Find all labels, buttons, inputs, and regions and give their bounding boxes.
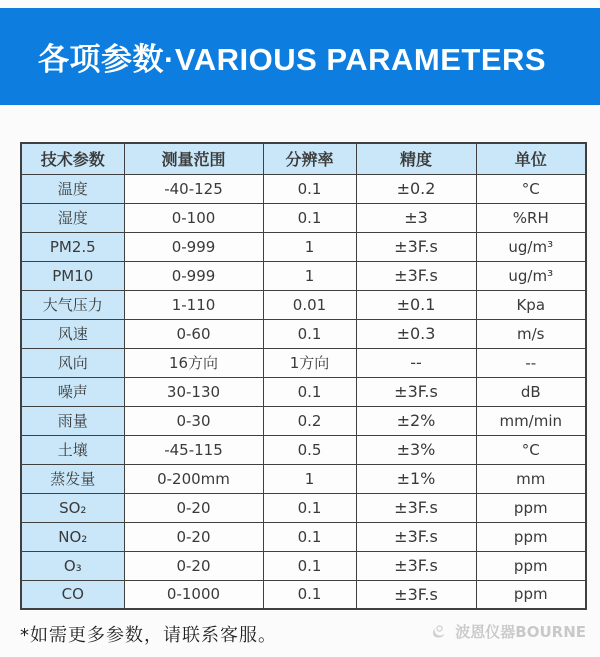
header-row bbox=[21, 143, 586, 174]
accuracy-cell: ±0.2 bbox=[356, 174, 476, 203]
resolution-cell: 0.1 bbox=[263, 493, 356, 522]
accuracy-cell: -- bbox=[356, 348, 476, 377]
unit-cell: ppm bbox=[476, 551, 586, 580]
table-row bbox=[21, 377, 586, 406]
param-cell: CO bbox=[21, 580, 124, 609]
param-cell: 风向 bbox=[21, 348, 124, 377]
accuracy-cell: ±0.1 bbox=[356, 290, 476, 319]
param-cell: NO₂ bbox=[21, 522, 124, 551]
unit-cell: ppm bbox=[476, 493, 586, 522]
unit-cell: mm/min bbox=[476, 406, 586, 435]
table-row bbox=[21, 319, 586, 348]
range-cell: 0-20 bbox=[124, 493, 263, 522]
table-row bbox=[21, 261, 586, 290]
range-cell: 0-1000 bbox=[124, 580, 263, 609]
watermark-text: 波恩仪器BOURNE bbox=[455, 623, 586, 641]
header-banner bbox=[0, 8, 600, 105]
resolution-cell: 1 bbox=[263, 464, 356, 493]
param-cell: PM10 bbox=[21, 261, 124, 290]
unit-cell: -- bbox=[476, 348, 586, 377]
table-row bbox=[21, 580, 586, 609]
unit-cell: ug/m³ bbox=[476, 232, 586, 261]
table-row bbox=[21, 203, 586, 232]
range-cell: 0-200mm bbox=[124, 464, 263, 493]
accuracy-cell: ±0.3 bbox=[356, 319, 476, 348]
param-cell: 噪声 bbox=[21, 377, 124, 406]
resolution-cell: 0.2 bbox=[263, 406, 356, 435]
range-cell: -45-115 bbox=[124, 435, 263, 464]
accuracy-cell: ±3 bbox=[356, 203, 476, 232]
range-cell: 0-999 bbox=[124, 261, 263, 290]
unit-cell: dB bbox=[476, 377, 586, 406]
resolution-cell: 1 bbox=[263, 261, 356, 290]
accuracy-cell: ±3F.s bbox=[356, 551, 476, 580]
watermark bbox=[431, 621, 586, 642]
param-cell: 大气压力 bbox=[21, 290, 124, 319]
parameters-table bbox=[20, 142, 587, 610]
parameters-table-wrap bbox=[20, 142, 587, 610]
table-row bbox=[21, 551, 586, 580]
unit-cell: °C bbox=[476, 174, 586, 203]
table-row bbox=[21, 174, 586, 203]
table-row bbox=[21, 464, 586, 493]
accuracy-cell: ±2% bbox=[356, 406, 476, 435]
range-cell: 0-100 bbox=[124, 203, 263, 232]
param-cell: O₃ bbox=[21, 551, 124, 580]
table-row bbox=[21, 348, 586, 377]
resolution-cell: 0.5 bbox=[263, 435, 356, 464]
column-header-unit: 单位 bbox=[476, 143, 586, 174]
column-header-range: 测量范围 bbox=[124, 143, 263, 174]
accuracy-cell: ±3F.s bbox=[356, 232, 476, 261]
resolution-cell: 0.1 bbox=[263, 377, 356, 406]
table-row bbox=[21, 406, 586, 435]
accuracy-cell: ±1% bbox=[356, 464, 476, 493]
unit-cell: ug/m³ bbox=[476, 261, 586, 290]
range-cell: 0-20 bbox=[124, 522, 263, 551]
resolution-cell: 0.01 bbox=[263, 290, 356, 319]
unit-cell: ppm bbox=[476, 522, 586, 551]
accuracy-cell: ±3F.s bbox=[356, 522, 476, 551]
resolution-cell: 1 bbox=[263, 232, 356, 261]
param-cell: PM2.5 bbox=[21, 232, 124, 261]
param-cell: 雨量 bbox=[21, 406, 124, 435]
accuracy-cell: ±3F.s bbox=[356, 580, 476, 609]
resolution-cell: 0.1 bbox=[263, 319, 356, 348]
range-cell: 16方向 bbox=[124, 348, 263, 377]
table-body bbox=[21, 174, 586, 609]
page-title: 各项参数·VARIOUS PARAMETERS bbox=[38, 42, 547, 77]
param-cell: 蒸发量 bbox=[21, 464, 124, 493]
table-row bbox=[21, 232, 586, 261]
range-cell: 0-20 bbox=[124, 551, 263, 580]
param-cell: 土壤 bbox=[21, 435, 124, 464]
range-cell: 0-60 bbox=[124, 319, 263, 348]
accuracy-cell: ±3% bbox=[356, 435, 476, 464]
table-row bbox=[21, 290, 586, 319]
param-cell: 风速 bbox=[21, 319, 124, 348]
accuracy-cell: ±3F.s bbox=[356, 261, 476, 290]
column-header-parameter: 技术参数 bbox=[21, 143, 124, 174]
accuracy-cell: ±3F.s bbox=[356, 377, 476, 406]
range-cell: 30-130 bbox=[124, 377, 263, 406]
unit-cell: %RH bbox=[476, 203, 586, 232]
unit-cell: °C bbox=[476, 435, 586, 464]
table-row bbox=[21, 522, 586, 551]
unit-cell: Kpa bbox=[476, 290, 586, 319]
footnote: *如需更多参数，请联系客服。 bbox=[20, 625, 277, 646]
range-cell: 1-110 bbox=[124, 290, 263, 319]
accuracy-cell: ±3F.s bbox=[356, 493, 476, 522]
resolution-cell: 0.1 bbox=[263, 551, 356, 580]
range-cell: -40-125 bbox=[124, 174, 263, 203]
resolution-cell: 0.1 bbox=[263, 522, 356, 551]
resolution-cell: 0.1 bbox=[263, 203, 356, 232]
bourne-logo-icon bbox=[431, 623, 451, 640]
range-cell: 0-999 bbox=[124, 232, 263, 261]
param-cell: SO₂ bbox=[21, 493, 124, 522]
param-cell: 湿度 bbox=[21, 203, 124, 232]
resolution-cell: 0.1 bbox=[263, 580, 356, 609]
range-cell: 0-30 bbox=[124, 406, 263, 435]
unit-cell: mm bbox=[476, 464, 586, 493]
unit-cell: ppm bbox=[476, 580, 586, 609]
table-row bbox=[21, 493, 586, 522]
resolution-cell: 0.1 bbox=[263, 174, 356, 203]
param-cell: 温度 bbox=[21, 174, 124, 203]
column-header-accuracy: 精度 bbox=[356, 143, 476, 174]
unit-cell: m/s bbox=[476, 319, 586, 348]
table-row bbox=[21, 435, 586, 464]
column-header-resolution: 分辨率 bbox=[263, 143, 356, 174]
resolution-cell: 1方向 bbox=[263, 348, 356, 377]
table-header bbox=[21, 143, 586, 174]
